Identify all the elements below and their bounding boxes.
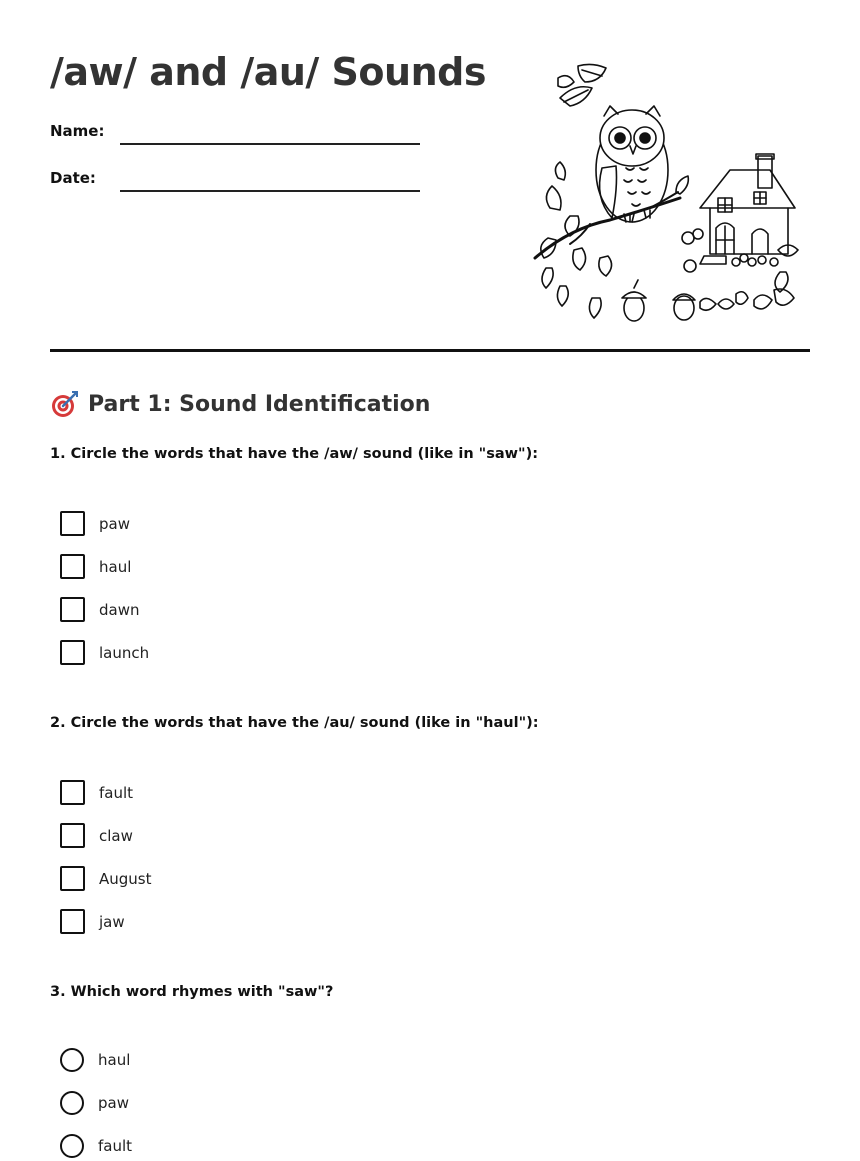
option-label: jaw: [99, 912, 125, 931]
option-label: haul: [98, 1051, 131, 1069]
option-label: launch: [99, 643, 150, 662]
radio-button[interactable]: [60, 1048, 84, 1072]
checkbox[interactable]: [60, 597, 85, 622]
radio-button[interactable]: [60, 1091, 84, 1115]
checkbox[interactable]: [60, 909, 85, 934]
question-1: 1. Circle the words that have the /aw/ sound (like in "saw"):: [50, 446, 539, 462]
section-divider: [50, 349, 810, 352]
worksheet-title: /aw/ and /au/ Sounds: [50, 50, 486, 94]
q1-option-dawn[interactable]: [60, 597, 140, 622]
option-label: paw: [99, 514, 130, 533]
q3-option-haul[interactable]: [60, 1048, 130, 1072]
option-label: claw: [99, 826, 133, 845]
question-2: 2. Circle the words that have the /au/ sound (like in "haul"):: [50, 715, 539, 731]
q2-option-august[interactable]: [60, 866, 152, 891]
q1-option-haul[interactable]: [60, 554, 131, 579]
q3-option-fault[interactable]: [60, 1134, 132, 1158]
option-label: fault: [99, 783, 134, 802]
option-label: August: [99, 869, 152, 888]
checkbox[interactable]: [60, 780, 85, 805]
checkbox[interactable]: [60, 866, 85, 891]
part1-heading: [50, 389, 430, 419]
option-label: haul: [99, 557, 132, 576]
q1-option-paw[interactable]: [60, 511, 130, 536]
checkbox[interactable]: [60, 823, 85, 848]
option-label: fault: [98, 1137, 133, 1155]
owl-house-illustration: [530, 58, 810, 328]
target-icon: [50, 389, 80, 419]
q2-option-fault[interactable]: [60, 780, 133, 805]
q3-option-paw[interactable]: [60, 1091, 129, 1115]
checkbox[interactable]: [60, 511, 85, 536]
q2-option-claw[interactable]: [60, 823, 133, 848]
part1-title: Part 1: Sound Identification: [88, 391, 431, 417]
date-label: Date:: [50, 169, 96, 187]
q1-option-launch[interactable]: [60, 640, 149, 665]
option-label: paw: [98, 1094, 129, 1112]
option-label: dawn: [99, 600, 140, 619]
q2-option-jaw[interactable]: [60, 909, 125, 934]
radio-button[interactable]: [60, 1134, 84, 1158]
name-label: Name:: [50, 122, 105, 140]
date-field[interactable]: [120, 190, 420, 192]
checkbox[interactable]: [60, 554, 85, 579]
checkbox[interactable]: [60, 640, 85, 665]
question-3: 3. Which word rhymes with "saw"?: [50, 984, 334, 1000]
name-field[interactable]: [120, 143, 420, 145]
